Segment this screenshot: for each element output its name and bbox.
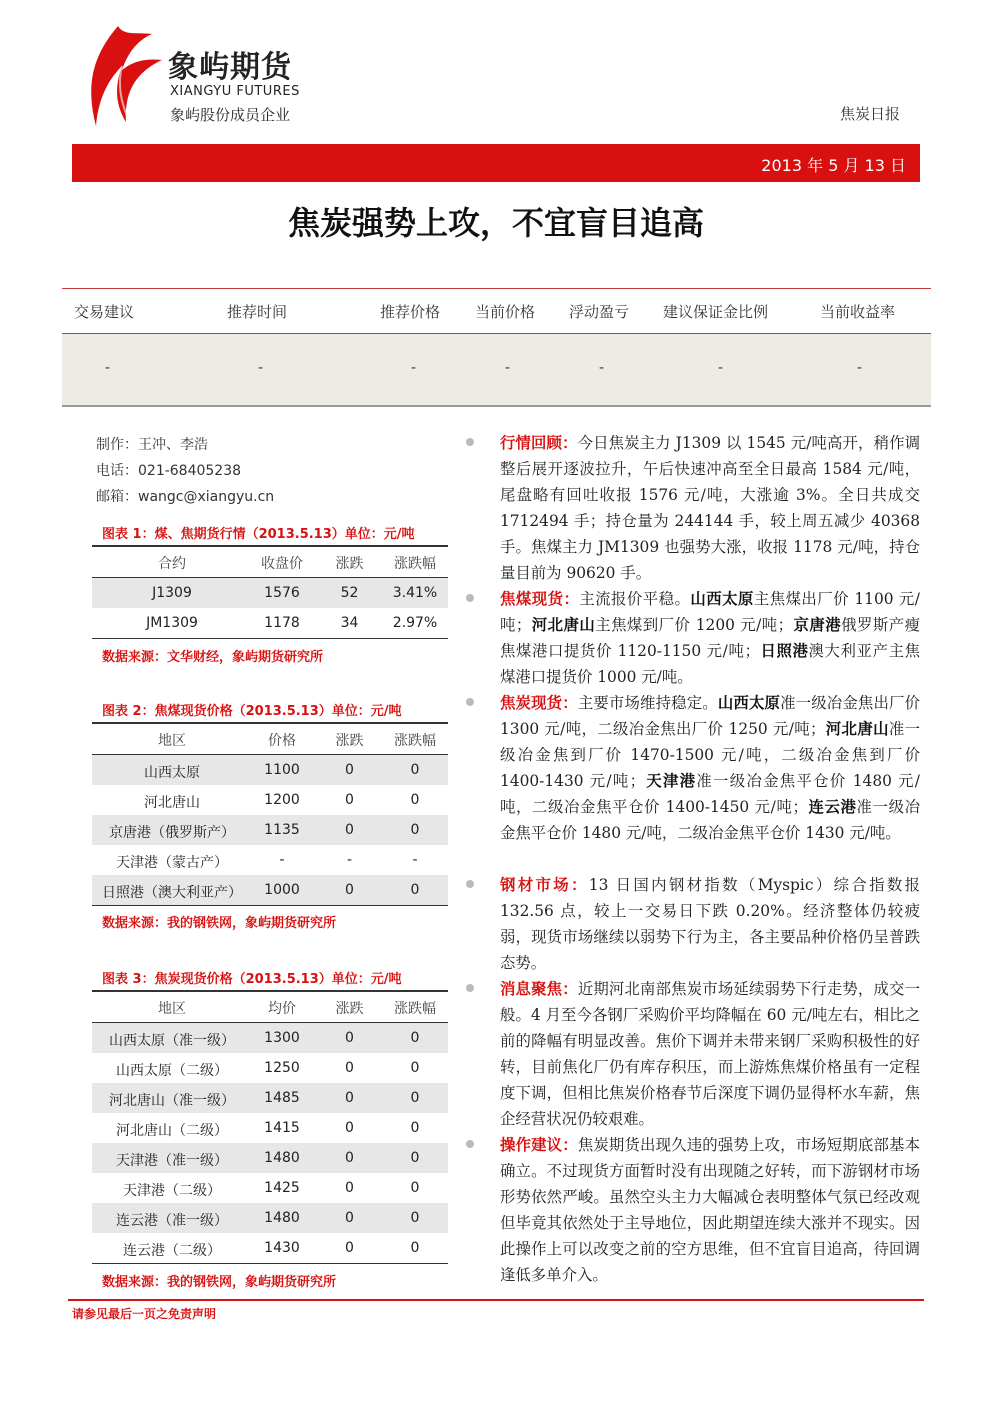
page-title: 焦炭强势上攻，不宜盲目追高 xyxy=(287,204,704,242)
table-cell: 1135 xyxy=(264,822,300,838)
trade-header-cell: 交易建议 xyxy=(74,303,135,321)
trade-cell: - xyxy=(718,360,724,376)
authors: 制作：王冲、李浩 xyxy=(96,437,208,453)
table-cell: 0 xyxy=(345,1030,354,1046)
trade-header-cell: 当前收益率 xyxy=(820,303,896,321)
trade-cell: - xyxy=(411,360,417,376)
table-row xyxy=(92,785,448,815)
table-cell: 0 xyxy=(345,822,354,838)
section-text: 今日焦炭主力 J1309 以 1545 元/吨高开，稍作调整后展开逐波拉升，午后快速冲高至全日最高 1584 元/吨，尾盘略有回吐收报 1576 元/吨，大涨逾 3%。全日共成交 1712494 手；持仓量为 244144 手，较上周五减少 40368 手。焦煤主力 JM1309 也强势大涨，收报 1178 元/吨，持仓量目前为 90620 手。 xyxy=(500,434,920,582)
table-row xyxy=(92,875,448,905)
table-header-cell: 均价 xyxy=(268,1001,296,1017)
table-row xyxy=(92,1143,448,1173)
table-cell: 连云港（二级） xyxy=(123,1243,221,1259)
table1-header-row xyxy=(92,547,448,577)
brand-subtitle: 象屿股份成员企业 xyxy=(170,106,291,124)
divider xyxy=(92,638,448,639)
table-cell: 1100 xyxy=(264,762,300,778)
section-text: 主焦煤到厂价 1200 元/吨； xyxy=(595,616,794,634)
highlighted-location: 河北唐山 xyxy=(825,720,889,738)
table-cell: 河北唐山 xyxy=(144,795,200,811)
table-cell: 1178 xyxy=(264,615,300,631)
table-row xyxy=(92,755,448,785)
trade-cell: - xyxy=(857,360,863,376)
trade-header-cell: 推荐时间 xyxy=(227,303,288,321)
table-header-cell: 地区 xyxy=(158,1001,186,1017)
table-cell: 天津港（二级） xyxy=(123,1183,221,1199)
section-keyword: 钢材市场： xyxy=(500,876,589,894)
section-text: 澳大利亚产主焦煤港口提货价 1000 元/吨。 xyxy=(500,642,920,686)
table-cell: 0 xyxy=(410,1030,420,1046)
table-cell: 0 xyxy=(345,1120,354,1136)
trade-header-cell: 推荐价格 xyxy=(380,303,441,321)
table-header-cell: 涨跌 xyxy=(335,556,364,572)
section-text: 焦炭期货出现久违的强势上攻，市场短期底部基本确立。不过现货方面暂时没有出现随之好转，而下游钢材市场形势依然严峻。虽然空头主力大幅减仓表明整体气氛已经改观但毕竟其依然处于主导地位，因此期望连续大涨并不现实。因此操作上可以改变之前的空方思维，但不宜盲目追高，待回调逢低多单介入。 xyxy=(500,1136,920,1284)
table-cell: 0 xyxy=(410,1090,420,1106)
table-cell: 34 xyxy=(340,615,359,631)
brand-name-cn: 象屿期货 xyxy=(168,50,292,85)
table-header-cell: 涨跌 xyxy=(335,733,364,749)
table-row xyxy=(92,1113,448,1143)
bullet-icon xyxy=(466,880,474,888)
table-header-cell: 涨跌幅 xyxy=(394,556,436,572)
table1-title: 图表 1：煤、焦期货行情（2013.5.13）单位：元/吨 xyxy=(102,527,415,542)
table3-source: 数据来源：我的钢铁网，象屿期货研究所 xyxy=(102,1275,337,1290)
table-cell: 1480 xyxy=(264,1210,300,1226)
trade-header-cell: 当前价格 xyxy=(475,303,536,321)
table-header-cell: 价格 xyxy=(268,733,296,749)
section-coke-spot xyxy=(500,690,920,846)
table-row xyxy=(92,1053,448,1083)
bullet-icon xyxy=(466,594,474,602)
divider xyxy=(92,1263,448,1264)
trade-header-cell: 浮动盈亏 xyxy=(569,303,630,321)
table-cell: 0 xyxy=(410,1210,420,1226)
table-row xyxy=(92,608,448,638)
trade-header-cell: 建议保证金比例 xyxy=(663,303,769,321)
date-bar xyxy=(72,144,920,182)
table-row xyxy=(92,1203,448,1233)
table-cell: 1300 xyxy=(264,1030,300,1046)
section-keyword: 消息聚焦： xyxy=(500,980,578,998)
divider xyxy=(92,905,448,906)
trade-cell: - xyxy=(505,360,511,376)
bullet-icon xyxy=(466,438,474,446)
bullet-icon xyxy=(466,984,474,992)
section-text: 主要市场维持稳定。 xyxy=(577,694,718,712)
report-type: 焦炭日报 xyxy=(839,105,900,123)
table-cell: JM1309 xyxy=(146,615,198,631)
report-date: 2013 年 5 月 13 日 xyxy=(761,156,906,175)
trade-cell: - xyxy=(258,360,264,376)
table-row xyxy=(92,1083,448,1113)
section-market-review xyxy=(500,430,920,586)
table-cell: 0 xyxy=(345,1180,354,1196)
table-cell: 山西太原（准一级） xyxy=(109,1033,235,1049)
table-cell: 河北唐山（二级） xyxy=(116,1123,228,1139)
highlighted-location: 山西太原 xyxy=(690,590,754,608)
table-cell: 0 xyxy=(410,762,420,778)
section-news-focus xyxy=(500,976,920,1132)
trade-cell: - xyxy=(599,360,605,376)
table-cell: 天津港（准一级） xyxy=(116,1153,228,1169)
phone: 电话：021-68405238 xyxy=(96,463,242,479)
table-cell: 52 xyxy=(340,585,359,601)
table-cell: 0 xyxy=(345,792,354,808)
section-keyword: 行情回顾： xyxy=(500,434,578,452)
bullet-icon xyxy=(466,1140,474,1148)
table-cell: 1200 xyxy=(264,792,300,808)
trade-cell: - xyxy=(105,360,111,376)
highlighted-location: 天津港 xyxy=(644,772,697,790)
table-cell: 0 xyxy=(410,822,420,838)
table-cell: 山西太原 xyxy=(144,765,200,781)
highlighted-location: 京唐港 xyxy=(793,616,842,634)
logo-flame-icon xyxy=(78,22,173,130)
table-cell: 1425 xyxy=(264,1180,300,1196)
footer-divider xyxy=(68,1299,924,1301)
section-text: 准一级冶金焦到厂价 1470-1500 元/吨，二级冶金焦到厂价 1400-1430 元/吨； xyxy=(500,720,920,790)
section-text: 主流报价平稳。 xyxy=(579,590,691,608)
table3-header-row xyxy=(92,992,448,1022)
table2-title: 图表 2：焦煤现货价格（2013.5.13）单位：元/吨 xyxy=(102,704,402,719)
table-cell: 0 xyxy=(345,1060,354,1076)
table-cell: 0 xyxy=(410,792,420,808)
table-header-cell: 合约 xyxy=(158,556,186,572)
table-cell: 0 xyxy=(410,1180,420,1196)
section-text: 主焦煤出厂价 1100 元/吨； xyxy=(500,590,920,634)
table1-source: 数据来源：文华财经，象屿期货研究所 xyxy=(102,650,324,665)
table-cell: 3.41% xyxy=(392,585,438,601)
table-cell: 1480 xyxy=(264,1150,300,1166)
table-row xyxy=(92,578,448,608)
table-cell: 0 xyxy=(345,1150,354,1166)
table-cell: 0 xyxy=(345,1240,354,1256)
table-header-cell: 涨跌幅 xyxy=(394,733,436,749)
table-cell: 日照港（澳大利亚产） xyxy=(102,885,242,901)
table-cell: 0 xyxy=(410,1120,420,1136)
table-cell: 1485 xyxy=(264,1090,300,1106)
section-steel-market xyxy=(500,872,920,976)
table-cell: 2.97% xyxy=(392,615,438,631)
table-cell: J1309 xyxy=(152,585,192,601)
highlighted-location: 山西太原 xyxy=(717,694,781,712)
table-cell: - xyxy=(412,852,418,868)
section-text: 13 日国内钢材指数（Myspic）综合指数报 132.56 点，较上一交易日下跌 0.20%。经济整体仍较疲弱，现货市场继续以弱势下行为主，各主要品种价格仍呈普跌态势。 xyxy=(500,876,920,972)
trade-table-row xyxy=(62,334,931,405)
section-text: 准一级冶金焦出厂价 1300 元/吨，二级冶金焦出厂价 1250 元/吨； xyxy=(500,694,920,738)
highlighted-location: 日照港 xyxy=(759,642,809,660)
table-cell: 0 xyxy=(345,1210,354,1226)
table-cell: 0 xyxy=(410,1060,420,1076)
table-cell: - xyxy=(279,852,285,868)
table3-title: 图表 3：焦炭现货价格（2013.5.13）单位：元/吨 xyxy=(102,972,402,987)
section-operation-advice xyxy=(500,1132,920,1288)
table-cell: 0 xyxy=(410,882,420,898)
table-row xyxy=(92,1233,448,1263)
table-cell: 1250 xyxy=(264,1060,300,1076)
table-cell: 天津港（蒙古产） xyxy=(116,855,228,871)
table-cell: 0 xyxy=(345,1090,354,1106)
table-cell: 河北唐山（准一级） xyxy=(109,1093,235,1109)
section-text: 准一级冶金焦平仓价 1480 元/吨，二级冶金焦平仓价 1430 元/吨。 xyxy=(500,798,920,842)
table2-header-row xyxy=(92,724,448,754)
table-cell: 0 xyxy=(345,762,354,778)
table-header-cell: 涨跌幅 xyxy=(394,1001,436,1017)
disclaimer-note: 请参见最后一页之免责声明 xyxy=(72,1307,217,1321)
table-cell: 京唐港（俄罗斯产） xyxy=(109,825,235,841)
section-keyword: 操作建议： xyxy=(500,1136,578,1154)
section-keyword: 焦炭现货： xyxy=(500,694,578,712)
table-cell: 0 xyxy=(410,1150,420,1166)
section-keyword: 焦煤现货： xyxy=(500,590,580,608)
table-cell: - xyxy=(346,852,353,868)
section-text: 俄罗斯产瘦焦煤港口提货价 1120-1150 元/吨； xyxy=(500,616,920,660)
highlighted-location: 连云港 xyxy=(807,798,857,816)
divider xyxy=(62,405,931,407)
table-cell: 1576 xyxy=(264,585,300,601)
table-header-cell: 涨跌 xyxy=(335,1001,364,1017)
table-row xyxy=(92,1173,448,1203)
highlighted-location: 河北唐山 xyxy=(531,616,596,634)
section-text: 准一级冶金焦平仓价 1480 元/吨，二级冶金焦平仓价 1400-1450 元/吨； xyxy=(500,772,920,816)
table-header-cell: 地区 xyxy=(158,733,186,749)
table-cell: 1415 xyxy=(264,1120,300,1136)
bullet-icon xyxy=(466,698,474,706)
email: 邮箱：wangc@xiangyu.cn xyxy=(96,489,275,505)
trade-table-header xyxy=(62,289,931,333)
table-cell: 0 xyxy=(410,1240,420,1256)
table-cell: 1000 xyxy=(264,882,300,898)
table-header-cell: 收盘价 xyxy=(261,556,303,572)
table-cell: 0 xyxy=(345,882,354,898)
table-row xyxy=(92,1023,448,1053)
table-row xyxy=(92,845,448,875)
table-cell: 山西太原（二级） xyxy=(116,1063,228,1079)
section-text: 近期河北南部焦炭市场延续弱势下行走势，成交一般。4 月至今各钢厂采购价平均降幅在 60 元/吨左右，相比之前的降幅有明显改善。焦价下调并未带来钢厂采购积极性的好转，目前焦化厂仍有库存积压，而上游炼焦煤价格虽有一定程度下调，但相比焦炭价格春节后深度下调仍显得杯水车薪，焦企经营状况仍较艰难。 xyxy=(500,980,920,1128)
table-cell: 连云港（准一级） xyxy=(116,1213,228,1229)
table2-source: 数据来源：我的钢铁网，象屿期货研究所 xyxy=(102,916,337,931)
table-row xyxy=(92,815,448,845)
brand-name-en: XIANGYU FUTURES xyxy=(170,84,300,99)
section-coking-coal-spot xyxy=(500,586,920,690)
table-cell: 1430 xyxy=(264,1240,300,1256)
